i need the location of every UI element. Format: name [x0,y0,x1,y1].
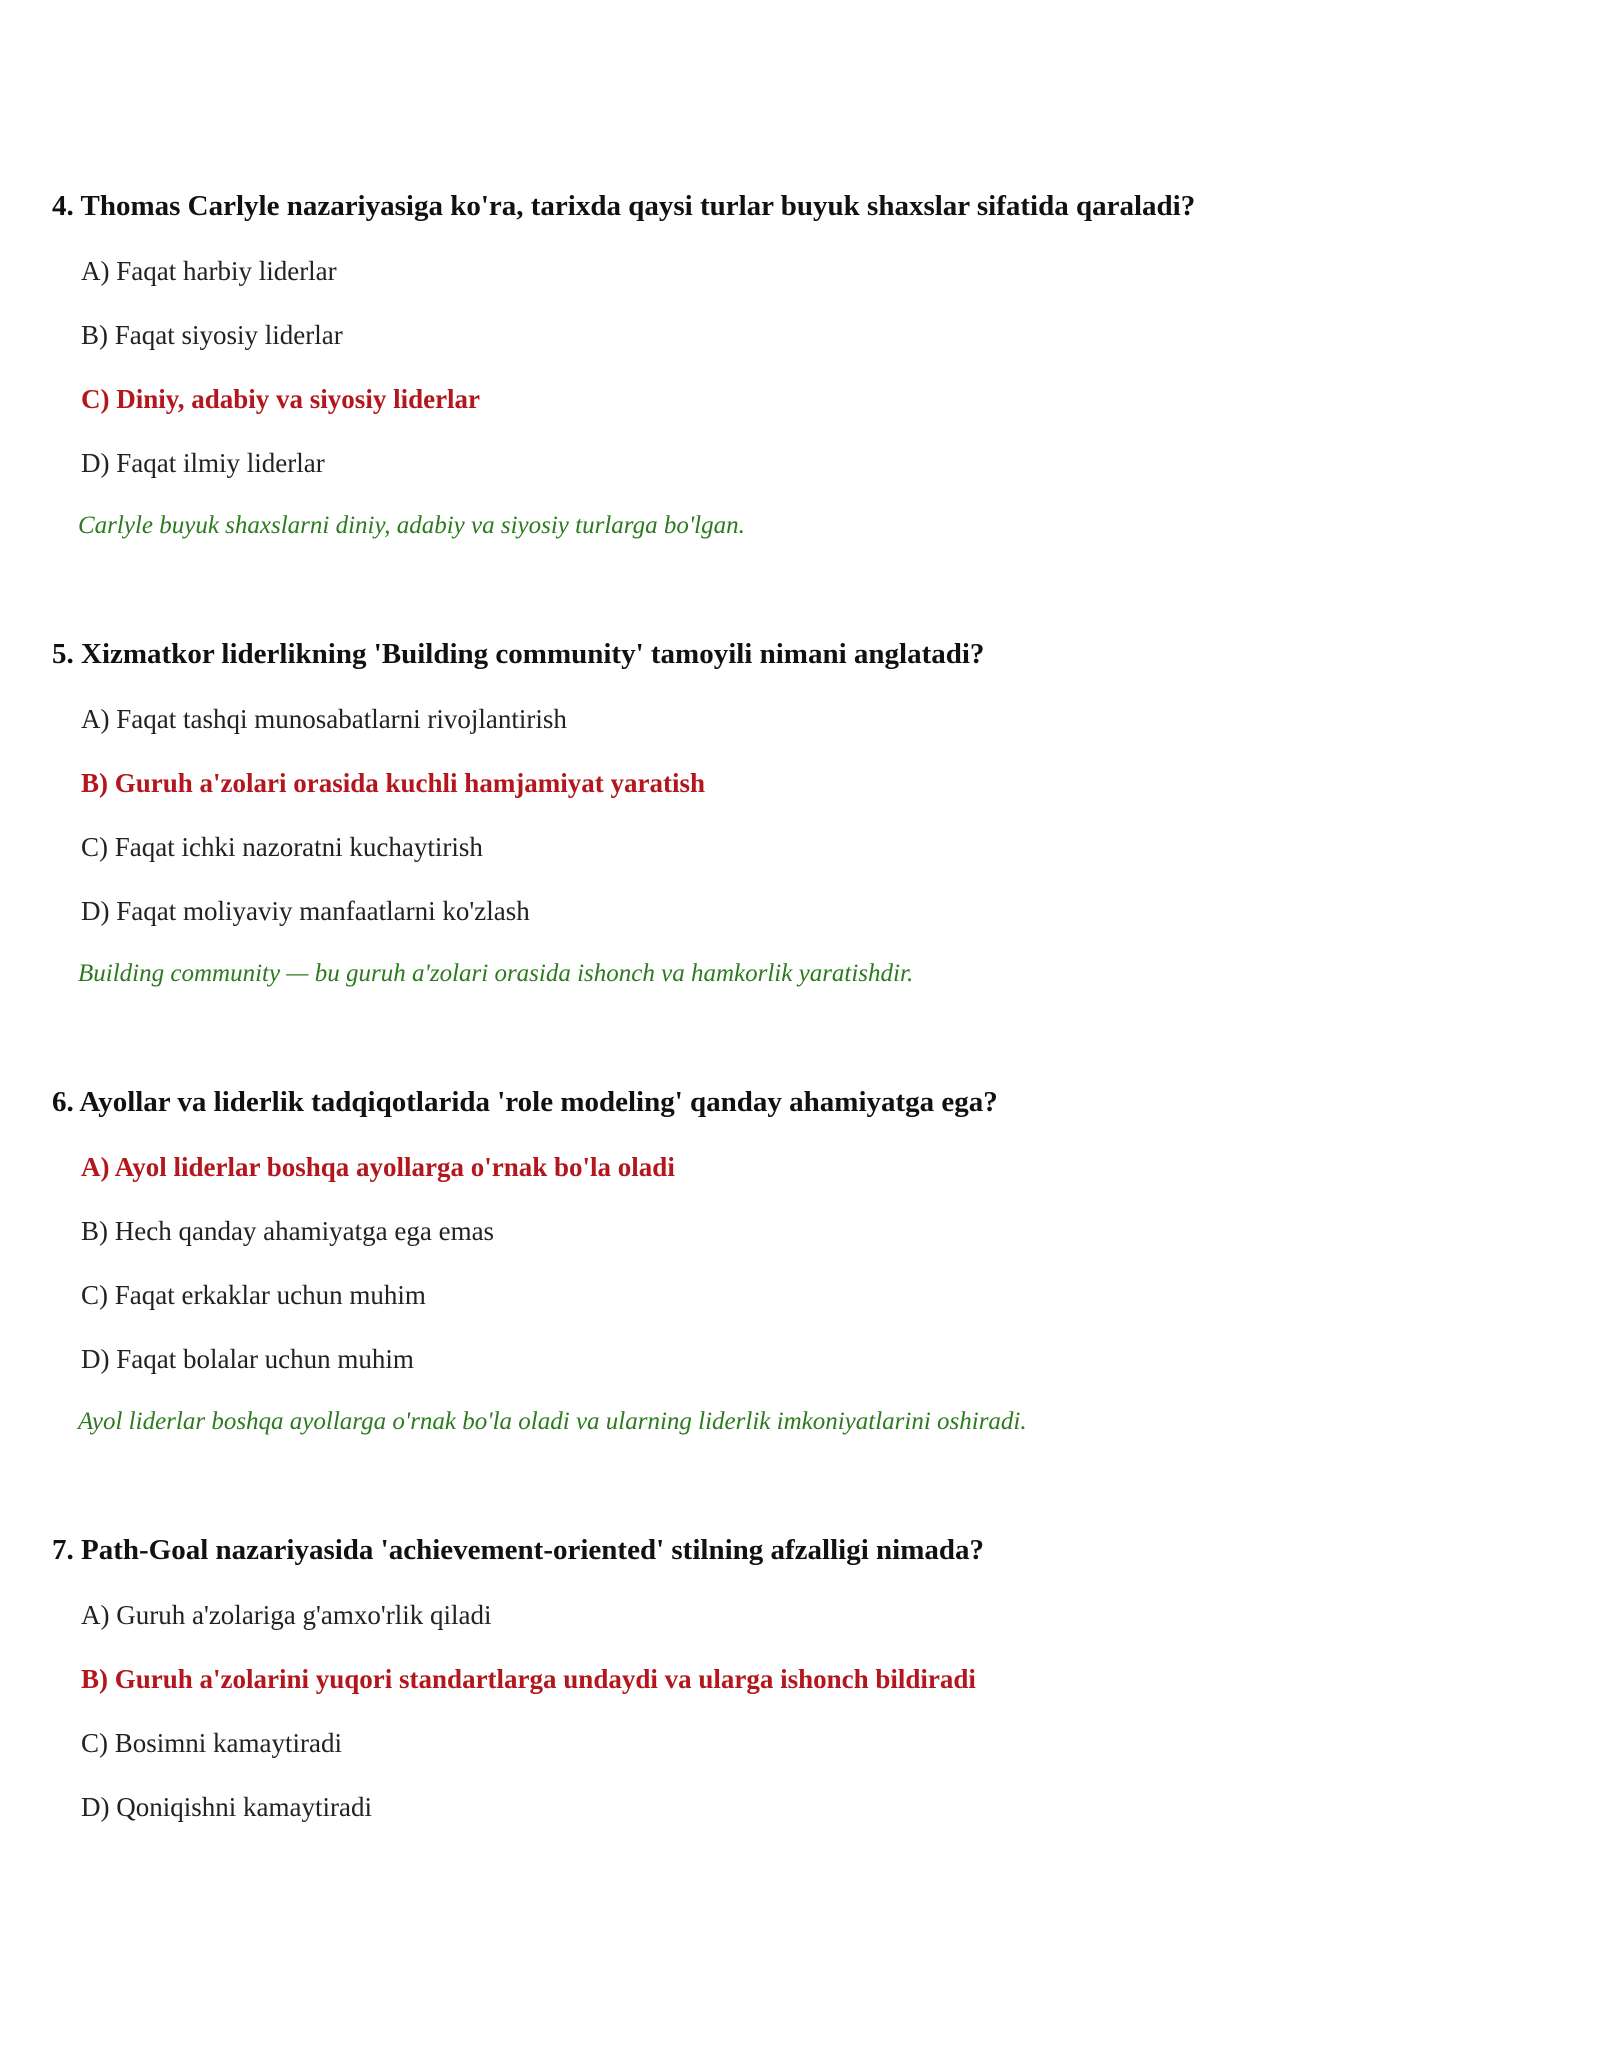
question-6 [52,1084,1552,1438]
option-b-correct: B) Guruh a'zolari orasida kuchli hamjamiyat yaratish [81,768,706,798]
option-c: C) Bosimni kamaytiradi [81,1728,342,1758]
option-b-correct: B) Guruh a'zolarini yuqori standartlarga undaydi va ularga ishonch bildiradi [81,1664,976,1694]
question-7 [52,1532,1552,1824]
question-title: 4. Thomas Carlyle nazariyasiga ko'ra, tarixda qaysi turlar buyuk shaxslar sifatida qaraladi? [52,190,1196,222]
option-d: D) Qoniqishni kamaytiradi [81,1792,372,1822]
answer-explanation: Ayol liderlar boshqa ayollarga o'rnak bo'la oladi va ularning liderlik imkoniyatlarini oshiradi. [78,1408,1027,1435]
option-b: B) Hech qanday ahamiyatga ega emas [81,1216,495,1246]
option-a: A) Guruh a'zolariga g'amxo'rlik qiladi [81,1600,492,1630]
question-title: 7. Path-Goal nazariyasida 'achievement-oriented' stilning afzalligi nimada? [52,1534,984,1566]
question-5 [52,636,1552,990]
option-c: C) Faqat erkaklar uchun muhim [81,1280,426,1310]
option-a: A) Faqat tashqi munosabatlarni rivojlantirish [81,704,567,734]
question-4 [52,188,1552,542]
answer-explanation: Carlyle buyuk shaxslarni diniy, adabiy va siyosiy turlarga bo'lgan. [78,512,745,539]
option-a: A) Faqat harbiy liderlar [81,256,337,286]
option-b: B) Faqat siyosiy liderlar [81,320,343,350]
answer-explanation: Building community — bu guruh a'zolari orasida ishonch va hamkorlik yaratishdir. [78,960,914,987]
option-d: D) Faqat ilmiy liderlar [81,448,325,478]
option-c: C) Faqat ichki nazoratni kuchaytirish [81,832,483,862]
option-d: D) Faqat bolalar uchun muhim [81,1344,414,1374]
option-d: D) Faqat moliyaviy manfaatlarni ko'zlash [81,896,530,926]
question-title: 5. Xizmatkor liderlikning 'Building community' tamoyili nimani anglatadi? [52,638,985,670]
option-c-correct: C) Diniy, adabiy va siyosiy liderlar [81,384,481,414]
option-a-correct: A) Ayol liderlar boshqa ayollarga o'rnak bo'la oladi [81,1152,675,1182]
question-title: 6. Ayollar va liderlik tadqiqotlarida 'role modeling' qanday ahamiyatga ega? [52,1086,998,1118]
